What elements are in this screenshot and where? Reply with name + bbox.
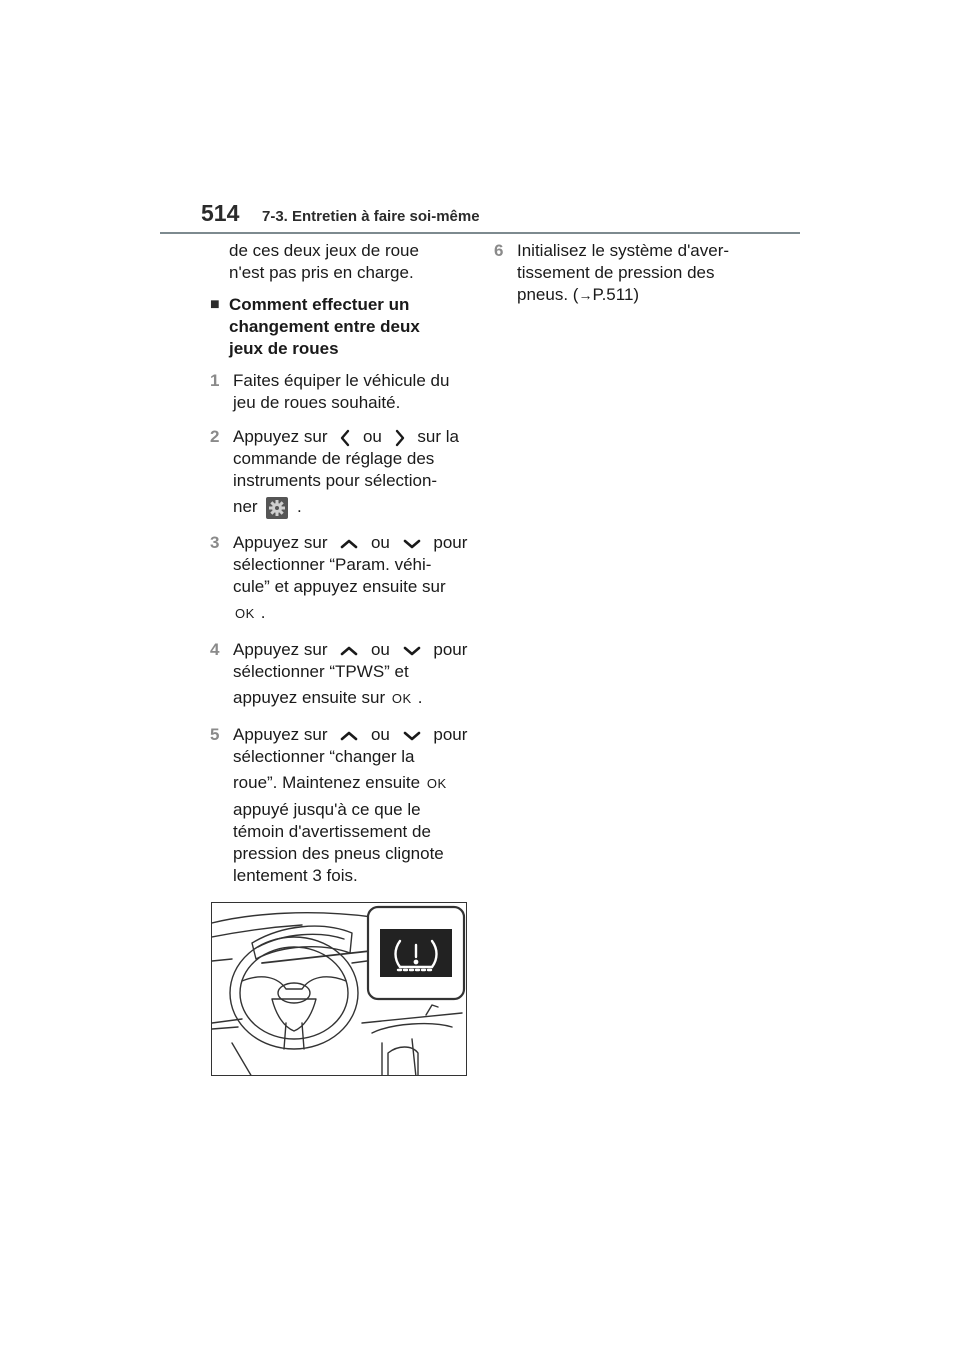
subheading-line-3: jeux de roues: [229, 339, 339, 358]
right-column: [494, 240, 756, 306]
step-text: .: [297, 497, 302, 516]
gear-icon: [266, 497, 288, 519]
step-line: témoin d'avertissement de: [233, 822, 431, 841]
page-reference-link[interactable]: P.511): [592, 285, 640, 304]
intro-line-2: n'est pas pris en charge.: [229, 263, 414, 282]
subheading-line-2: changement entre deux: [229, 317, 420, 336]
step-text: Appuyez sur: [233, 640, 328, 659]
step-line: instruments pour sélection-: [233, 471, 438, 490]
ok-button-icon: OK: [235, 606, 255, 621]
step-line: cule” et appuyez ensuite sur: [233, 577, 446, 596]
step-text: Appuyez sur: [233, 533, 328, 552]
chevron-up-icon: [340, 730, 358, 742]
ok-button-icon: OK: [426, 776, 447, 791]
step-number: 1: [210, 371, 220, 390]
arrow-right-icon: →: [578, 287, 593, 303]
section-title: 7-3. Entretien à faire soi-même: [262, 208, 480, 225]
chevron-down-icon: [403, 645, 421, 657]
chevron-down-icon: [403, 730, 421, 742]
step-1: [210, 370, 472, 414]
dashboard-drawing: [212, 903, 467, 1076]
step-number: 3: [210, 533, 220, 552]
step-text: ou: [370, 533, 390, 552]
chevron-up-icon: [340, 538, 358, 550]
step-text: roue”. Maintenez ensuite: [233, 773, 421, 792]
page-number: 514: [201, 200, 240, 226]
step-line: jeu de roues souhaité.: [233, 393, 401, 412]
subheading: [210, 294, 472, 360]
step-line: sélectionner “TPWS” et: [233, 662, 409, 681]
dashboard-illustration: [211, 902, 467, 1076]
step-line: appuyé jusqu'à ce que le: [233, 800, 421, 819]
dash-line: [212, 925, 302, 937]
intro-line-1: de ces deux jeux de roue: [229, 241, 419, 260]
step-text: pour: [433, 725, 468, 744]
step-6: [494, 240, 756, 306]
step-line: Faites équiper le véhicule du: [233, 371, 450, 390]
step-text: .: [260, 603, 266, 622]
ok-button-icon: OK: [391, 691, 412, 706]
step-text: appuyez ensuite sur: [233, 688, 386, 707]
step-5: [210, 724, 472, 887]
step-line: sélectionner “changer la: [233, 747, 415, 766]
square-bullet-icon: ■: [210, 296, 220, 313]
header-rule: [160, 232, 800, 234]
chevron-left-icon: [340, 429, 350, 447]
step-line: commande de réglage des: [233, 449, 435, 468]
chevron-right-icon: [395, 429, 405, 447]
intro-paragraph: [210, 240, 472, 284]
step-text: Appuyez sur: [233, 725, 328, 744]
step-text: sur la: [417, 427, 459, 446]
left-column: [210, 240, 472, 887]
tire-pressure-callout: [368, 907, 464, 999]
step-text: pour: [433, 640, 468, 659]
step-text: pour: [433, 533, 468, 552]
step-text: Appuyez sur: [233, 427, 328, 446]
step-text: ou: [370, 640, 390, 659]
step-text: ou: [362, 427, 382, 446]
step-line: Initialisez le système d'aver-: [517, 241, 730, 260]
dash-top-line: [212, 913, 372, 923]
step-line: sélectionner “Param. véhi-: [233, 555, 432, 574]
step-text: pneus. (: [517, 285, 579, 304]
step-4: [210, 639, 472, 714]
chevron-down-icon: [403, 538, 421, 550]
step-text: .: [417, 688, 423, 707]
subheading-line-1: Comment effectuer un: [229, 295, 410, 314]
step-text: ou: [370, 725, 390, 744]
step-line: tissement de pression des: [517, 263, 715, 282]
step-2: [210, 426, 472, 522]
step-text: ner: [233, 497, 258, 516]
step-number: 4: [210, 640, 220, 659]
step-number: 6: [494, 241, 504, 260]
step-line: lentement 3 fois.: [233, 866, 358, 885]
step-3: [210, 532, 472, 629]
chevron-up-icon: [340, 645, 358, 657]
step-number: 5: [210, 725, 220, 744]
step-line: pression des pneus clignote: [233, 844, 444, 863]
step-number: 2: [210, 427, 220, 446]
